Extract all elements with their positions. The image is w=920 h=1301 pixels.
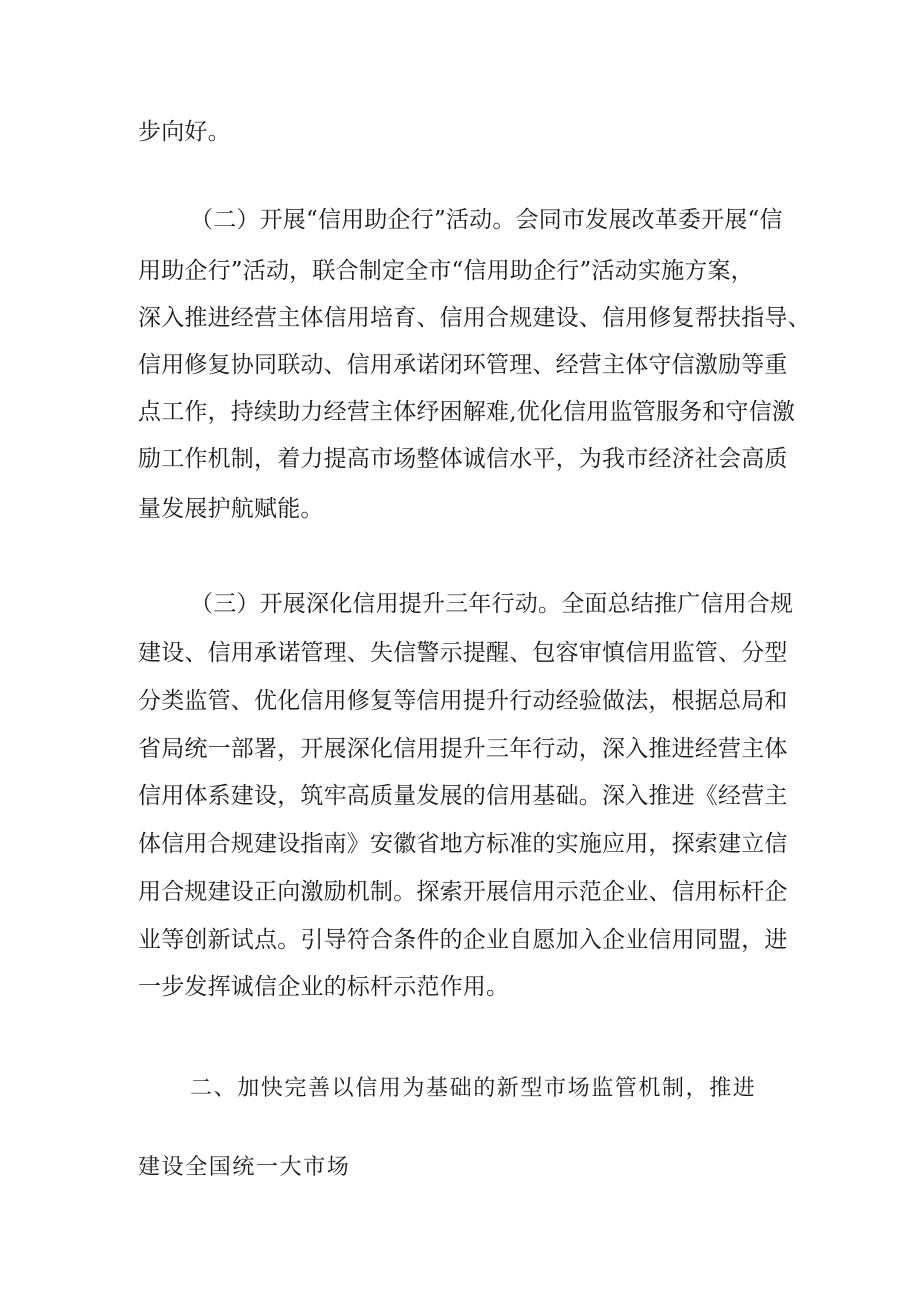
- paragraph-3-line-4: 省局统一部署，开展深化信用提升三年行动，深入推进经营主体: [138, 736, 788, 762]
- paragraph-3-line-9: 一步发挥诚信企业的标杆示范作用。: [138, 974, 510, 1000]
- paragraph-3-line-3: 分类监管、优化信用修复等信用提升行动经验做法，根据总局和: [138, 688, 788, 714]
- paragraph-3-line-6: 体信用合规建设指南》安徽省地方标准的实施应用，探索建立信: [138, 831, 788, 857]
- paragraph-3-line-5: 信用体系建设，筑牢高质量发展的信用基础。深入推进《经营主: [138, 783, 788, 809]
- paragraph-3-line-1: （三）开展深化信用提升三年行动。全面总结推广信用合规: [190, 591, 794, 617]
- paragraph-intro-tail-line: 步向好。: [138, 119, 231, 145]
- paragraph-2-line-7: 量发展护航赋能。: [138, 496, 324, 522]
- section-heading-line-1: 二、加快完善以信用为基础的新型市场监管机制，推进: [190, 1076, 757, 1101]
- paragraph-2-line-5: 点工作，持续助力经营主体纾困解难,优化信用监管服务和守信激: [138, 399, 796, 425]
- paragraph-3-line-7: 用合规建设正向激励机制。探索开展信用示范企业、信用标杆企: [138, 879, 788, 905]
- paragraph-2-line-3: 深入推进经营主体信用培育、信用合规建设、信用修复帮扶指导、: [138, 305, 811, 331]
- paragraph-2-line-4: 信用修复协同联动、信用承诺闭环管理、经营主体守信激励等重: [138, 352, 788, 378]
- paragraph-2-line-2: 用助企行”活动，联合制定全市“信用助企行”活动实施方案，: [138, 258, 754, 284]
- paragraph-2-line-6: 励工作机制，着力提高市场整体诚信水平，为我市经济社会高质: [138, 446, 788, 472]
- paragraph-3-line-2: 建设、信用承诺管理、失信警示提醒、包容审慎信用监管、分型: [138, 640, 788, 666]
- section-heading-line-2: 建设全国统一大市场: [138, 1155, 351, 1180]
- paragraph-3-line-8: 业等创新试点。引导符合条件的企业自愿加入企业信用同盟，进: [138, 927, 788, 953]
- paragraph-2-line-1: （二）开展“信用助企行”活动。会同市发展改革委开展“信: [190, 207, 783, 233]
